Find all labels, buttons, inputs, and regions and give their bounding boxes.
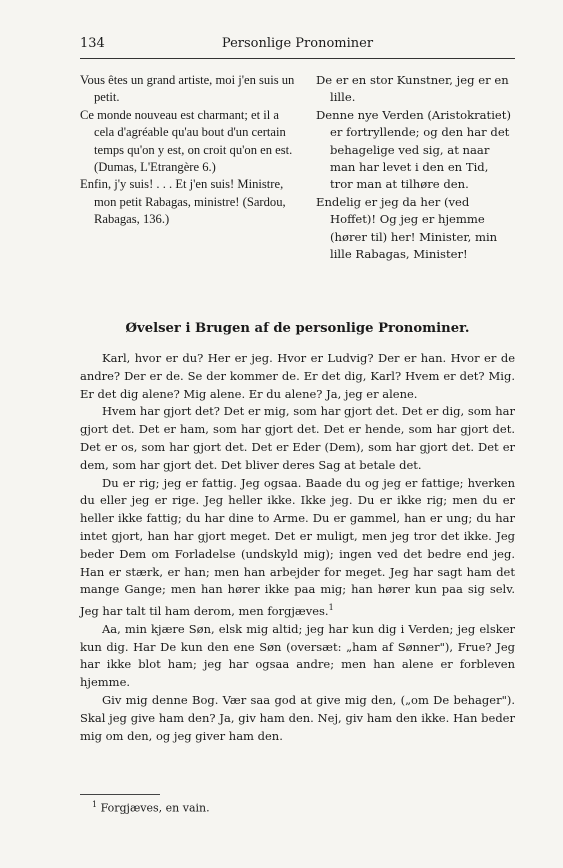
footnote-reference: 1 (328, 603, 334, 613)
paragraph-3 (80, 475, 515, 621)
footnote-rule (80, 794, 160, 795)
french-column (80, 72, 302, 229)
page-number: 134 (80, 36, 105, 51)
paragraph-5: Giv mig denne Bog. Vær saa god at give mig den, („om De behager"). Skal jeg give ham den? Ja, giv ham den. Nej, giv ham den ikke. Han beder mig om den, og jeg giver ham den. (80, 692, 515, 743)
parallel-columns (80, 72, 515, 300)
footnote (92, 800, 210, 815)
paragraph-4: Aa, min kjære Søn, elsk mig altid; jeg har kun dig i Verden; jeg elsker kun dig. Har De kun den ene Søn (oversæt: „ham af Sønner"), Frue? Jeg har ikke blot ham; jeg har ogsaa andre; men han alene er forbleven hjemme. (80, 621, 515, 690)
footnote-text: Forgjæves, en vain. (100, 801, 210, 815)
paragraph-1: Karl, hvor er du? Her er jeg. Hvor er Ludvig? Der er han. Hvor er de andre? Der er de. Se der kommer de. Er det dig, Karl? Hvem er det? Mig. Er det dig alene? Mig alene. Er du alene? Ja, jeg er alene. (80, 351, 515, 401)
danish-column (316, 72, 514, 263)
danish-entry-1: De er en stor Kunstner, jeg er en lille. (316, 73, 509, 105)
french-entry-1: Vous êtes un grand artiste, moi j'en suis un petit. (80, 73, 295, 105)
paragraph-3-text: Du er rig; jeg er fattig. Jeg ogsaa. Baade du og jeg er fattige; hverken du eller jeg er rige. Jeg heller ikke. Ikke jeg. Du er ikke rig; men du er heller ikke fattig; du har dine to Arme. Du er gammel, han er ung; du har intet gjort, han har gjort meget. Det er muligt, men jeg tror det ikke. Jeg beder Dem om Forladelse (undskyld mig); ingen ved det bedre end jeg. Han er stærk, er han; men han arbejder for meget. Jeg har sagt ham det mange Gange; men han hører ikke paa mig; han hører kun paa sig selv. Jeg har talt til ham derom, men forgjæves. (80, 475, 515, 618)
danish-entry-2: Denne nye Verden (Aristokratiet) er fortryllende; og den har det behagelige ved sig, at naar man har levet i den en Tid, tror man at tilhøre den. (316, 107, 511, 192)
french-entry-2: Ce monde nouveau est charmant; et il a cela d'agréable qu'au bout d'un certain temps qu'on y est, on croit qu'on en est. (Dumas, L'Etrangère 6.) (80, 107, 293, 175)
exercise-text (80, 350, 515, 745)
section-heading: Øvelser i Brugen af de personlige Pronominer. (125, 321, 470, 336)
french-entry-3: Enfin, j'y suis! . . . Et j'en suis! Ministre, mon petit Rabagas, ministre! (Sardou, Rabagas, 136.) (80, 177, 286, 227)
running-header (80, 36, 515, 56)
header-rule (80, 58, 515, 59)
danish-entry-3: Endelig er jeg da her (ved Hoffet)! Og jeg er hjemme (hører til) her! Minister, min lille Rabagas, Minister! (316, 194, 498, 262)
footnote-marker: 1 (92, 800, 98, 809)
running-title: Personlige Pronominer (221, 36, 374, 51)
paragraph-2: Hvem har gjort det? Det er mig, som har gjort det. Det er dig, som har gjort det. Det er ham, som har gjort det. Det er hende, som har gjort det. Det er os, som har gjort det. Det er Eder (Dem), som har gjort det. Det er dem, som har gjort det. Det bliver deres Sag at betale det. (80, 404, 515, 472)
